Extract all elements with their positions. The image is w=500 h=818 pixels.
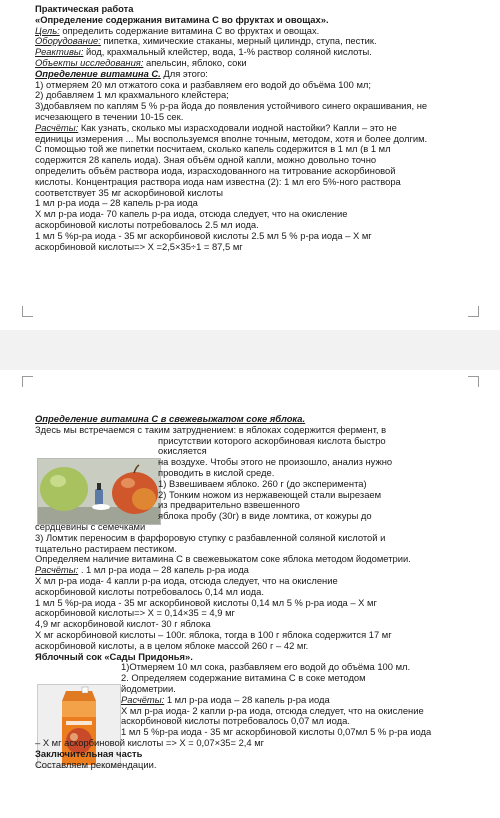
body-text: Х мг аскорбиновой кислоты – 100г. яблока, тогда в 100 г яблока содержится 17 мг (35, 628, 392, 640)
section-label: Цель: (35, 24, 60, 36)
text-line (35, 436, 472, 447)
body-text: 2. Определяем содержание витамина С в соке методом (121, 672, 366, 684)
page-2-text (35, 414, 472, 770)
body-text: Здесь мы встречаемся с таким затруднением: в яблоках содержится фермент, в (35, 423, 387, 435)
body-text: йод, крахмальный клейстер, вода, 1-% раствор соляной кислоты. (83, 46, 372, 58)
page-corner-mark (468, 306, 479, 317)
body-text: 1 мл 5 %р-ра иода - 35 мг аскорбиновой кислоты 0,07мл 5 % р-ра иода (121, 726, 432, 738)
body-text: Составляем рекомендации. (35, 758, 157, 770)
body-text: определить содержание витамина С во фруктах и овощах. (59, 24, 320, 36)
body-text: Х мл р-ра иода- 70 капель р-ра иода, отсюда следует, что на окисление (35, 208, 348, 220)
body-text: аскорбиновой кислоты потребовалось 0,14 мл иода. (35, 585, 264, 597)
body-text: аскорбиновой кислоты потребовалось 0,07 мл иода. (121, 715, 350, 727)
body-text: апельсин, яблоко, соки (143, 56, 247, 68)
heading-text: Определение витамина С. (35, 67, 161, 79)
section-label: Оборудование: (35, 35, 101, 47)
body-text: 2) Тонким ножом из нержавеющей стали вырезаем (158, 488, 382, 500)
body-text: окисляется (158, 445, 207, 457)
text-line (35, 760, 472, 771)
body-text: определить объём раствора иода, израсходованного на титрование аскорбиновой (35, 164, 396, 176)
body-text: проводить в кислой среде. (158, 466, 275, 478)
body-text: 1 мл р-ра иода – 28 капель р-ра иода (164, 693, 330, 705)
body-text: кислоты. Концентрация раствора иода нам известна (2): 1 мл его 5%-ного раствора (35, 175, 401, 187)
text-line (35, 242, 472, 253)
page-1-text (35, 4, 472, 252)
body-text: Х мл р-ра иода- 4 капли р-ра иода, отсюда следует, что на окисление (35, 574, 338, 586)
body-text: . 1 мл р-ра иода – 28 капель р-ра иода (78, 564, 249, 576)
body-text: присутствии которого аскорбиновая кислота быстро (158, 434, 386, 446)
body-text: С помощью той же пипетки посчитаем, сколько капель содержится в 1 мл (в 1 мл (35, 143, 391, 155)
body-text: на воздухе. Чтобы этого не произошло, анализ нужно (158, 456, 393, 468)
page-corner-mark (22, 306, 33, 317)
document-page-2 (0, 370, 500, 818)
body-text: 3) Ломтик переносим в фарфоровую ступку с разбавленной соляной кислотой и (35, 531, 386, 543)
body-text: Для этого: (160, 67, 208, 79)
body-text: сердцевины с семечками (35, 520, 146, 532)
body-text: тщательно растираем пестиком. (35, 542, 177, 554)
body-text: единицы измерения ... Мы воспользуемся вполне точным, методом, хотя и более долгим. (35, 132, 428, 144)
body-text: 1 мл 5 %р-ра иода - 35 мг аскорбиновой кислоты 0,14 мл 5 % р-ра иода – Х мг (35, 596, 377, 608)
body-text: аскорбиновой кислоты, а в целом яблоке массой 260 г – 42 мг. (35, 639, 309, 651)
text-line (35, 673, 472, 684)
body-text: исчезающего в течении 10-15 сек. (35, 110, 184, 122)
body-text: – Х мг аскорбиновой кислоты => Х = 0,07×35= 2,4 мг (35, 736, 265, 748)
body-text: аскорбиновой кислоты потребовалось 2.5 мл иода. (35, 218, 259, 230)
section-label: Расчёты: (121, 693, 165, 705)
body-text: пипетка, химические стаканы, мерный цилиндр, ступа, пестик. (100, 35, 377, 47)
body-text: Как узнать, сколько мы израсходовали иодной настойки? Капли – это не (78, 121, 397, 133)
document-page-1 (0, 0, 500, 330)
body-text: из предварительно взвешенного (158, 499, 300, 511)
page-corner-mark (468, 376, 479, 387)
section-label: Расчёты: (35, 564, 79, 576)
body-text: 1)Отмеряем 10 мл сока, разбавляем его водой до объёма 100 мл. (121, 661, 411, 673)
section-label: Объекты исследования: (35, 56, 144, 68)
body-text: 1) отмеряем 20 мл отжатого сока и разбавляем его водой до объёма 100 мл; (35, 78, 371, 90)
body-text: 2) добавляем 1 мл крахмального клейстера; (35, 89, 229, 101)
body-text: яблока пробу (30г) в виде ломтика, от кожуры до (158, 510, 372, 522)
body-text: аскорбиновой кислоты=> Х = 0,14×35 = 4,9 мг (35, 607, 235, 619)
heading-text: Заключительная часть (35, 747, 143, 759)
page-corner-mark (22, 376, 33, 387)
section-label: Расчёты: (35, 121, 79, 133)
body-text: 1 мл 5 %р-ра иода - 35 мг аскорбиновой кислоты 2.5 мл 5 % р-ра иода – Х мг (35, 229, 372, 241)
heading-text: Определение витамина С в свежевыжатом соке яблока. (35, 413, 306, 424)
body-text: Определяем наличие витамина С в свежевыжатом соке яблока методом йодометрии. (35, 553, 411, 565)
body-text: йодометрии. (121, 682, 176, 694)
body-text: Х мл р-ра иода- 2 капли р-ра иода, отсюда следует, что на окисление (121, 704, 424, 716)
body-text: 4,9 мг аскорбиновой кислот- 30 г яблока (35, 618, 211, 630)
body-text: соответствует 35 мг аскорбиновой кислоты (35, 186, 224, 198)
body-text: 3)добавляем по каплям 5 % р-ра йода до появления устойчивого синего окрашивания, не (35, 100, 428, 112)
body-text: содержится 28 капель иода). Зная объём одной капли, можно довольно точно (35, 154, 377, 166)
section-label: Реактивы: (35, 46, 84, 58)
heading-text: Яблочный сок «Сады Придонья». (35, 650, 193, 662)
body-text: 1) Взвешиваем яблоко. 260 г (до эксперимента) (158, 477, 367, 489)
body-text: 1 мл р-ра иода – 28 капель р-ра иода (35, 197, 198, 209)
body-text: аскорбиновой кислоты=> Х =2,5×35÷1 = 87,5 мг (35, 240, 243, 252)
heading-text: Практическая работа (35, 3, 134, 14)
heading-text: «Определение содержания витамина С во фруктах и овощах». (35, 13, 329, 25)
